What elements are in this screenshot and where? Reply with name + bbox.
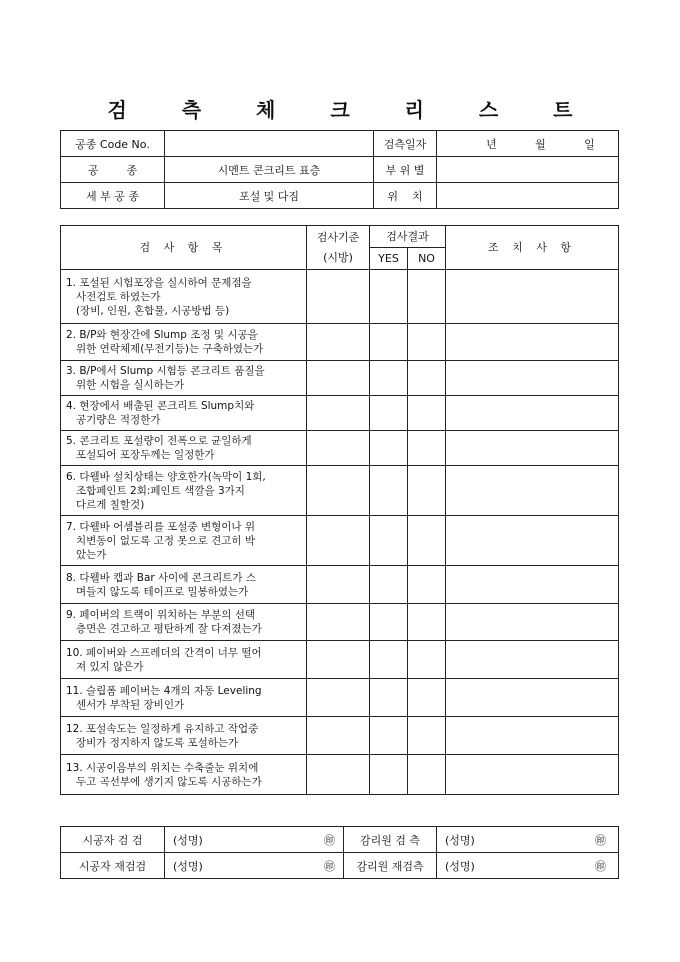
checklist-yes-cell[interactable] [370, 324, 408, 361]
checklist-row [61, 755, 619, 795]
checklist-item-text [61, 466, 307, 516]
checklist-item-line: 11. 슬립폼 페이버는 4개의 자동 Leveling [66, 684, 262, 697]
checklist-item-line: 9. 페이버의 트랙이 위치하는 부분의 선택 [66, 609, 255, 621]
signature-table [60, 826, 619, 879]
supervisor-reinspect-name: (성명) [445, 859, 475, 873]
checklist-item-line: 사전검토 하였는가 [76, 290, 161, 303]
signature-row-reinspection [61, 853, 619, 879]
header-table [60, 130, 619, 209]
checklist-no-cell[interactable] [408, 324, 446, 361]
checklist-row [61, 516, 619, 566]
checklist-standard-cell[interactable] [307, 361, 370, 396]
supervisor-reinspect-sign[interactable] [437, 853, 619, 879]
header-value-date[interactable] [437, 131, 619, 157]
header-row-detail [61, 183, 619, 209]
checklist-standard-cell[interactable] [307, 516, 370, 566]
checklist-yes-cell[interactable] [370, 755, 408, 795]
checklist-item-line: 7. 다웰바 어셈블리를 포설중 변형이나 위 [66, 520, 255, 533]
checklist-standard-cell[interactable] [307, 396, 370, 431]
checklist-row [61, 270, 619, 324]
checklist-item-text [61, 431, 307, 466]
checklist-row [61, 641, 619, 679]
checklist-item-line: 10. 페이버와 스프레더의 간격이 너무 떨어 [66, 646, 262, 659]
checklist-no-cell[interactable] [408, 717, 446, 755]
checklist-no-cell[interactable] [408, 566, 446, 604]
checklist-body [61, 270, 619, 795]
checklist-item-line: 위한 연락체제(무전기등)는 구축하였는가 [76, 343, 264, 355]
checklist-item-line: (장비, 인원, 혼합물, 시공방법 등) [76, 304, 230, 317]
checklist-row [61, 396, 619, 431]
checklist-item-line: 포설되어 포장두께는 일정한가 [76, 449, 215, 461]
checklist-action-cell[interactable] [446, 466, 619, 516]
checklist-item-text [61, 396, 307, 431]
date-day-label: 일 [584, 137, 595, 151]
checklist-action-cell[interactable] [446, 431, 619, 466]
checklist-action-cell[interactable] [446, 679, 619, 717]
checklist-no-cell[interactable] [408, 641, 446, 679]
checklist-action-cell[interactable] [446, 361, 619, 396]
contractor-reinspect-label: 시공자 재검검 [61, 853, 165, 879]
checklist-item-text [61, 324, 307, 361]
checklist-item-line: 센서가 부착된 장비인가 [76, 698, 185, 711]
checklist-standard-cell[interactable] [307, 270, 370, 324]
checklist-item-text [61, 717, 307, 755]
supervisor-inspect-stamp: ㊞ [595, 833, 606, 847]
supervisor-reinspect-stamp: ㊞ [595, 859, 606, 873]
supervisor-inspect-sign[interactable] [437, 827, 619, 853]
checklist-no-cell[interactable] [408, 270, 446, 324]
supervisor-reinspect-label: 감리원 재검측 [344, 853, 437, 879]
checklist-item-text [61, 679, 307, 717]
date-year-label: 년 [486, 137, 497, 151]
header-value-part[interactable] [437, 157, 619, 183]
checklist-item-line: 공기량은 적정한가 [76, 414, 161, 426]
checklist-item-line: 며들지 않도록 테이프로 밀봉하였는가 [76, 585, 249, 598]
checklist-standard-cell[interactable] [307, 755, 370, 795]
header-row-work-type [61, 157, 619, 183]
header-label-date: 검측일자 [374, 131, 437, 157]
checklist-item-line: 5. 콘크리트 포설량이 전폭으로 균일하게 [66, 435, 252, 447]
checklist-standard-cell[interactable] [307, 717, 370, 755]
supervisor-inspect-name: (성명) [445, 833, 475, 847]
contractor-inspect-name: (성명) [173, 833, 203, 847]
checklist-item-line: 6. 다웰바 설치상태는 양호한가(녹막이 1회, [66, 470, 266, 483]
checklist-yes-cell[interactable] [370, 679, 408, 717]
checklist-item-line: 져 있지 않은가 [76, 660, 144, 673]
checklist-item-line: 위한 시험을 실시하는가 [76, 379, 185, 391]
checklist-item-line: 장비가 정지하지 않도록 포설하는가 [76, 736, 239, 749]
checklist-no-cell[interactable] [408, 516, 446, 566]
checklist-action-cell[interactable] [446, 566, 619, 604]
checklist-standard-cell[interactable] [307, 604, 370, 641]
col-standard-line1: 검사기준 [316, 230, 360, 244]
header-value-code[interactable] [165, 131, 374, 157]
checklist-item-line: 조합페인트 2회:페인트 색깔을 3가지 [76, 484, 245, 497]
page-title: 검 측 체 크 리 스 트 [107, 98, 597, 122]
checklist-action-cell[interactable] [446, 270, 619, 324]
checklist-yes-cell[interactable] [370, 566, 408, 604]
contractor-reinspect-name: (성명) [173, 859, 203, 873]
checklist-row [61, 361, 619, 396]
checklist-yes-cell[interactable] [370, 270, 408, 324]
checklist-item-text [61, 361, 307, 396]
checklist-header-row [61, 226, 619, 248]
checklist-standard-cell[interactable] [307, 324, 370, 361]
contractor-reinspect-sign[interactable] [165, 853, 344, 879]
checklist-item-line: 다르게 칠할것) [76, 498, 145, 511]
col-action-header: 조 치 사 항 [446, 226, 619, 270]
checklist-action-cell[interactable] [446, 641, 619, 679]
checklist-action-cell[interactable] [446, 516, 619, 566]
checklist-item-line: 12. 포설속도는 일정하게 유지하고 작업중 [66, 722, 259, 735]
contractor-inspect-sign[interactable] [165, 827, 344, 853]
checklist-action-cell[interactable] [446, 324, 619, 361]
checklist-yes-cell[interactable] [370, 396, 408, 431]
checklist-standard-cell[interactable] [307, 431, 370, 466]
checklist-no-cell[interactable] [408, 396, 446, 431]
col-standard-header [307, 226, 370, 270]
checklist-yes-cell[interactable] [370, 604, 408, 641]
checklist-yes-cell[interactable] [370, 431, 408, 466]
header-value-detail[interactable]: 포설 및 다짐 [165, 183, 374, 209]
signature-row-inspection [61, 827, 619, 853]
checklist-standard-cell[interactable] [307, 466, 370, 516]
date-month-label: 월 [535, 137, 546, 151]
checklist-no-cell[interactable] [408, 466, 446, 516]
contractor-inspect-stamp: ㊞ [324, 833, 335, 847]
checklist-row [61, 717, 619, 755]
checklist-action-cell[interactable] [446, 755, 619, 795]
header-label-part: 부 위 별 [374, 157, 437, 183]
checklist-yes-cell[interactable] [370, 516, 408, 566]
header-label-location: 위 치 [374, 183, 437, 209]
checklist-action-cell[interactable] [446, 717, 619, 755]
col-no-header: NO [408, 248, 446, 270]
header-value-location[interactable] [437, 183, 619, 209]
checklist-action-cell[interactable] [446, 604, 619, 641]
contractor-reinspect-stamp: ㊞ [324, 859, 335, 873]
checklist-item-line: 았는가 [76, 548, 107, 561]
checklist-row [61, 431, 619, 466]
checklist-item-line: 층면은 견고하고 평탄하게 잘 다져졌는가 [76, 623, 262, 635]
checklist-item-line: 8. 다웰바 캡과 Bar 사이에 콘크리트가 스 [66, 571, 256, 584]
header-label-work-type: 공 종 [61, 157, 165, 183]
checklist-row [61, 566, 619, 604]
checklist-item-text [61, 641, 307, 679]
checklist-row [61, 679, 619, 717]
checklist-no-cell[interactable] [408, 361, 446, 396]
checklist-standard-cell[interactable] [307, 566, 370, 604]
checklist-yes-cell[interactable] [370, 717, 408, 755]
col-yes-header: YES [370, 248, 408, 270]
header-value-work-type[interactable]: 시멘트 콘크리트 표층 [165, 157, 374, 183]
header-row-code [61, 131, 619, 157]
checklist-item-text [61, 516, 307, 566]
contractor-inspect-label: 시공자 검 검 [61, 827, 165, 853]
checklist-row [61, 324, 619, 361]
header-label-detail: 세 부 공 종 [61, 183, 165, 209]
checklist-table [60, 225, 619, 795]
supervisor-inspect-label: 감리원 검 측 [344, 827, 437, 853]
checklist-item-line: 4. 현장에서 배출된 콘크리트 Slump치와 [66, 400, 255, 412]
checklist-row [61, 466, 619, 516]
checklist-no-cell[interactable] [408, 755, 446, 795]
checklist-item-text [61, 566, 307, 604]
checklist-action-cell[interactable] [446, 396, 619, 431]
checklist-yes-cell[interactable] [370, 466, 408, 516]
checklist-item-line: 3. B/P에서 Slump 시험등 콘크리트 품질을 [66, 365, 265, 377]
checklist-yes-cell[interactable] [370, 641, 408, 679]
header-label-code: 공종 Code No. [61, 131, 165, 157]
checklist-standard-cell[interactable] [307, 641, 370, 679]
checklist-item-line: 치변동이 없도록 고정 못으로 견고히 박 [76, 534, 255, 547]
checklist-yes-cell[interactable] [370, 361, 408, 396]
col-items-header: 검 사 항 목 [61, 226, 307, 270]
checklist-item-line: 13. 시공이음부의 위치는 수축줄눈 위치에 [66, 761, 259, 774]
col-result-header: 검사결과 [370, 226, 446, 248]
checklist-no-cell[interactable] [408, 431, 446, 466]
checklist-row [61, 604, 619, 641]
checklist-item-text [61, 755, 307, 795]
checklist-no-cell[interactable] [408, 604, 446, 641]
col-standard-line2: (시방) [323, 250, 353, 264]
checklist-item-line: 2. B/P와 현장간에 Slump 조정 및 시공을 [66, 329, 258, 341]
checklist-item-text [61, 270, 307, 324]
checklist-standard-cell[interactable] [307, 679, 370, 717]
checklist-item-line: 1. 포설된 시험포장을 실시하여 문제점을 [66, 276, 252, 289]
checklist-item-line: 두고 곡선부에 생기지 않도록 시공하는가 [76, 775, 262, 788]
checklist-no-cell[interactable] [408, 679, 446, 717]
checklist-item-text [61, 604, 307, 641]
